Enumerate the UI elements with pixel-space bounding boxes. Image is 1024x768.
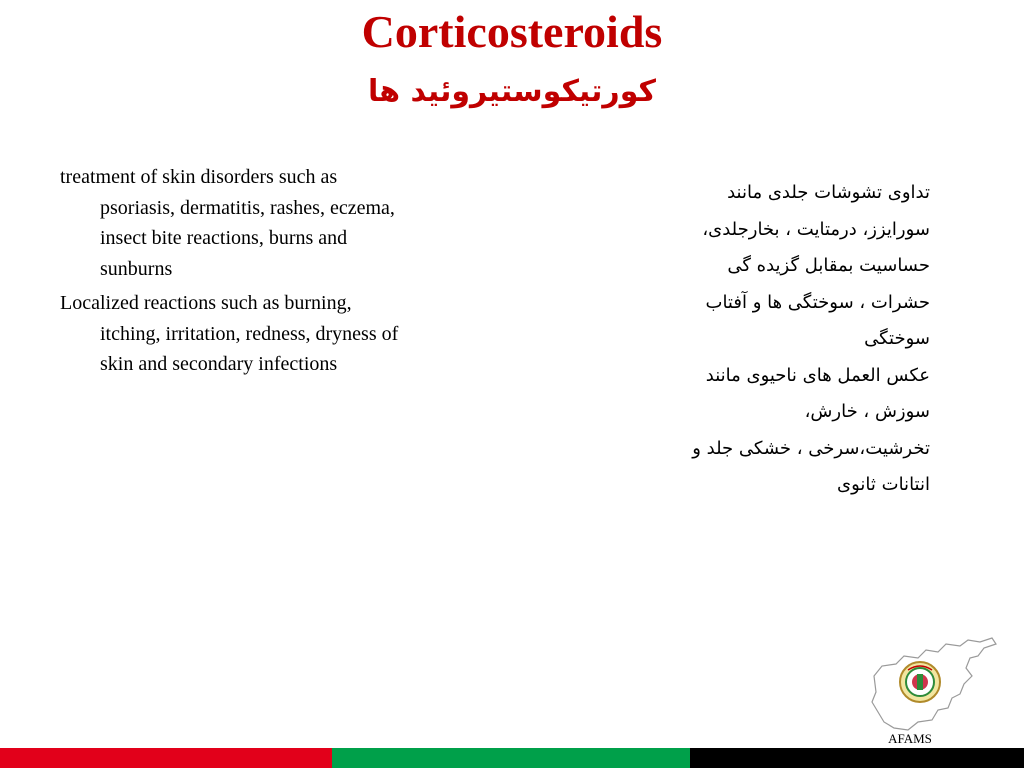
- persian-line: حساسیت بمقابل گزیده گی: [727, 255, 930, 276]
- persian-line: سورایزز، درمتایت ، بخارجلدی،: [702, 218, 930, 240]
- persian-line: سوزش ، خارش،: [804, 401, 930, 422]
- flag-bar-red: [0, 748, 332, 768]
- persian-line: سوختگی: [864, 328, 930, 349]
- persian-line: تداوی تشوشات جلدی مانند: [727, 182, 930, 203]
- persian-line: حشرات ، سوختگی ها و آفتاب: [705, 291, 930, 313]
- flag-bar-green: [332, 748, 690, 768]
- persian-line: تخرشیت،سرخی ، خشکی جلد و: [692, 437, 930, 459]
- persian-line: انتانات ثانوی: [837, 474, 930, 495]
- persian-line: عکس العمل های ناحیوی مانند: [705, 364, 930, 386]
- persian-text-column: [580, 175, 930, 504]
- title-persian: کورتیکوستیروئید ها: [368, 74, 656, 109]
- title-english: Corticosteroids: [361, 6, 663, 57]
- flag-bar-black: [690, 748, 1024, 768]
- afghanistan-map-emblem-icon: [868, 636, 998, 734]
- footer-label: AFAMS: [888, 731, 932, 746]
- paragraph-treatment: treatment of skin disorders such as psoriasis, dermatitis, rashes, eczema, insect bite reactions, burns and sunburns: [60, 166, 395, 280]
- flag-color-bar: [0, 748, 1024, 768]
- paragraph-localized-reactions: Localized reactions such as burning, itching, irritation, redness, dryness of skin and secondary infections: [60, 292, 399, 375]
- english-text-column: [60, 162, 400, 384]
